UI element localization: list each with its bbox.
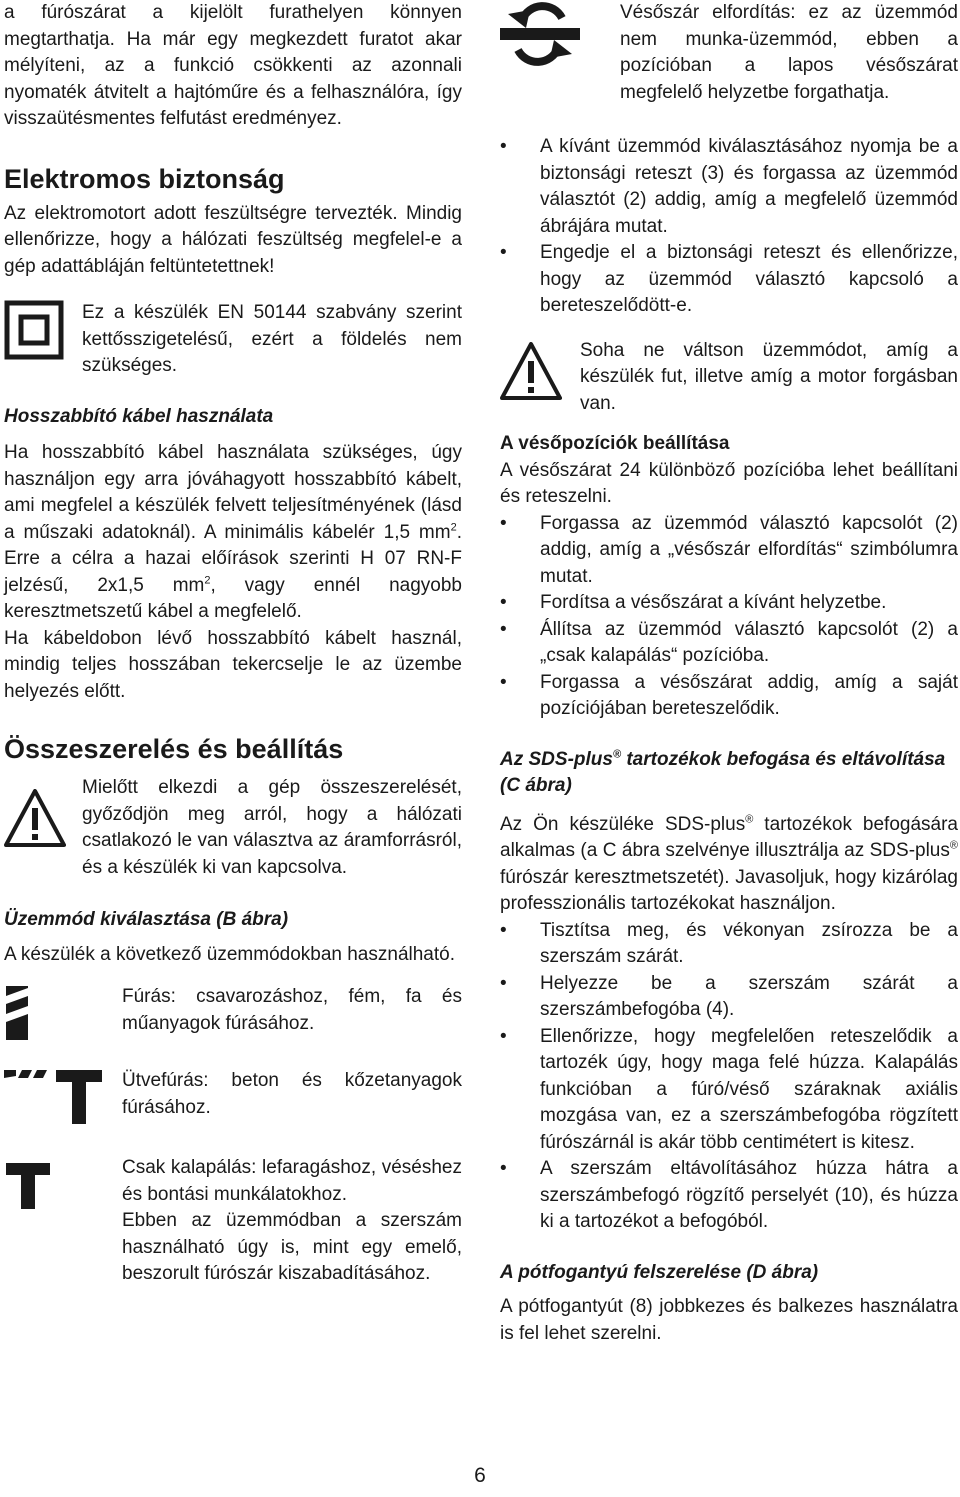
list-item: • Fordítsa a vésőszárat a kívánt helyzetbe. [500, 590, 958, 617]
mode-selection-steps [500, 134, 958, 320]
list-item: • Állítsa az üzemmód választó kapcsolót (2) a „csak kalapálás“ pozícióba. [500, 617, 958, 670]
mode-drill-text: Fúrás: csavarozáshoz, fém, fa és műanyagok fúrásához. [122, 986, 462, 1034]
list-item: • Forgassa a vésőszárat addig, amíg a saját pozíciójában bereteszelődik. [500, 670, 958, 723]
page-number: 6 [474, 1464, 486, 1487]
sds-plus-body: Az Ön készüléke SDS-plus® tartozékok befogására alkalmas (a C ábra szelvénye illusztrálja az SDS-plus® fúrószár keresztmetszetét). Javasoljuk, hogy kizárólag professzionális tartozékokat használjon. [500, 813, 958, 914]
list-item: • Ellenőrizze, hogy megfelelően reteszelődik a tartozék úgy, hogy maga felé húzza. Kalapálás funkcióban a fúró/véső száraknak axiális mozgása van, ez a szerszámbefogóba rögzített fúrószárnál is akár több centimétert is kitesz. [500, 1024, 958, 1157]
hammer-drill-mode-icon [4, 1068, 122, 1131]
extension-cable-title: Hosszabbító kábel használata [4, 405, 274, 427]
list-item: • Helyezze be a szerszám szárát a szerszámbefogóba (4). [500, 971, 958, 1024]
chisel-positions-steps [500, 511, 958, 723]
mode-change-warning-block [500, 338, 958, 418]
intro-paragraph: a fúrószárat a kijelölt furathelyen könnyen megtarthatja. Ha már egy megkezdett furatot akar mélyíteni, az a funkció csökkenti az azonnali nyomaték átvitelt a hajtóműre és a felhasználóra, így visszaütésmentes felfutást eredményez. [4, 2, 462, 129]
warning-icon [4, 775, 82, 852]
chisel-rotation-block [500, 0, 958, 106]
chisel-positions-intro: A vésőszárat 24 különböző pozícióba lehet beállítani és reteszelni. [500, 459, 958, 507]
list-item: • Tisztítsa meg, és vékonyan zsírozza be a szerszám szárát. [500, 918, 958, 971]
mode-selection-intro: A készülék a következő üzemmódokban használható. [4, 943, 455, 965]
warning-icon [500, 338, 580, 405]
double-insulation-icon [4, 300, 82, 365]
mode-hammer-drill-text: Ütvefúrás: beton és kőzetanyagok fúrásához. [122, 1070, 462, 1118]
mode-hammer-drill-row [4, 1068, 462, 1131]
list-item: • Forgassa az üzemmód választó kapcsolót (2) addig, amíg a „vésőszár elfordítás“ szimbólumra mutat. [500, 511, 958, 591]
electrical-safety-title: Elektromos biztonság [4, 163, 285, 194]
list-item: • A kívánt üzemmód kiválasztásához nyomja be a biztonsági reteszt (3) és forgassa az üzemmód választót (2) addig, amíg a megfelelő üzemmód ábrájára mutat. [500, 134, 958, 240]
assembly-warning-text: Mielőtt elkezdi a gép összeszerelését, győződjön meg arról, hogy a hálózati csatlakozó le van választva az áramforrásról, és a készülék ki van kapcsolva. [82, 777, 462, 878]
double-insulation-block [4, 300, 462, 380]
mode-chisel-row [4, 1155, 462, 1288]
chisel-rotation-icon [500, 0, 620, 85]
mode-chisel-text: Csak kalapálás: lefaragáshoz, véséshez és bontási munkálatokhoz. [122, 1157, 462, 1205]
right-column [500, 0, 958, 1347]
sds-plus-steps [500, 918, 958, 1236]
extension-cable-reel-note: Ha kábeldobon lévő hosszabbító kábelt használ, mindig teljes hosszában tekercselje le az üzembe helyezés előtt. [4, 627, 462, 702]
assembly-warning-block [4, 775, 462, 881]
chisel-mode-icon [4, 1155, 122, 1218]
aux-handle-title: A pótfogantyú felszerelése (D ábra) [500, 1261, 819, 1283]
mode-change-warning-text: Soha ne váltson üzemmódot, amíg a készülék fut, illetve amíg a motor forgásban van. [580, 339, 958, 414]
drill-mode-icon [4, 984, 122, 1047]
mode-chisel-lever-text: Ebben az üzemmódban a szerszám használható úgy is, mint egy emelő, beszorult fúrószár kiszabadításához. [122, 1210, 462, 1284]
mode-selection-title: Üzemmód kiválasztása (B ábra) [4, 909, 289, 930]
aux-handle-body: A pótfogantyút (8) jobbkezes és balkezes használatra is fel lehet szerelni. [500, 1296, 958, 1344]
electrical-safety-body: Az elektromotort adott feszültségre tervezték. Mindig ellenőrizze, hogy a hálózati feszültség megfelel-e a gép adattábláján feltüntetettnek! [4, 202, 462, 277]
mode-chisel-texts [122, 1155, 462, 1288]
sds-plus-title: Az SDS-plus® tartozékok befogása és eltávolítása (C ábra) [500, 748, 946, 796]
list-item: • Engedje el a biztonsági reteszt és ellenőrizze, hogy az üzemmód választó kapcsoló a bereteszelődött-e. [500, 240, 958, 320]
mode-drill-row [4, 984, 462, 1047]
double-insulation-text: Ez a készülék EN 50144 szabvány szerint kettősszigetelésű, ezért a földelés nem szükséges. [82, 302, 462, 376]
assembly-title: Összeszerelés és beállítás [4, 734, 344, 764]
chisel-positions-title: A vésőpozíciók beállítása [500, 433, 730, 454]
left-column [4, 0, 462, 1288]
list-item: • A szerszám eltávolításához húzza hátra a szerszámbefogó rögzítő perselyét (10), és húzza ki a tartozékot a befogóból. [500, 1156, 958, 1236]
extension-cable-body: Ha hosszabbító kábel használata szükséges, úgy használjon egy arra jóváhagyott hosszabbító kábelt, ami megfelel a készülék felvett teljesítményének (lásd a műszaki adatoknál). A minimális kábelér 1,5 $mm^2$. Erre a célra a hazai előírások szerinti H 07 RN-F jelzésű, 2x1,5 $mm^2$, vagy ennél nagyobb keresztmetszetű kábel a megfelelő. [4, 442, 462, 622]
chisel-rotation-text: Vésőszár elfordítás: ez az üzemmód nem munka-üzemmód, ebben a pozícióban a lapos vésőszárat megfelelő helyzetbe forgathatja. [620, 2, 958, 103]
